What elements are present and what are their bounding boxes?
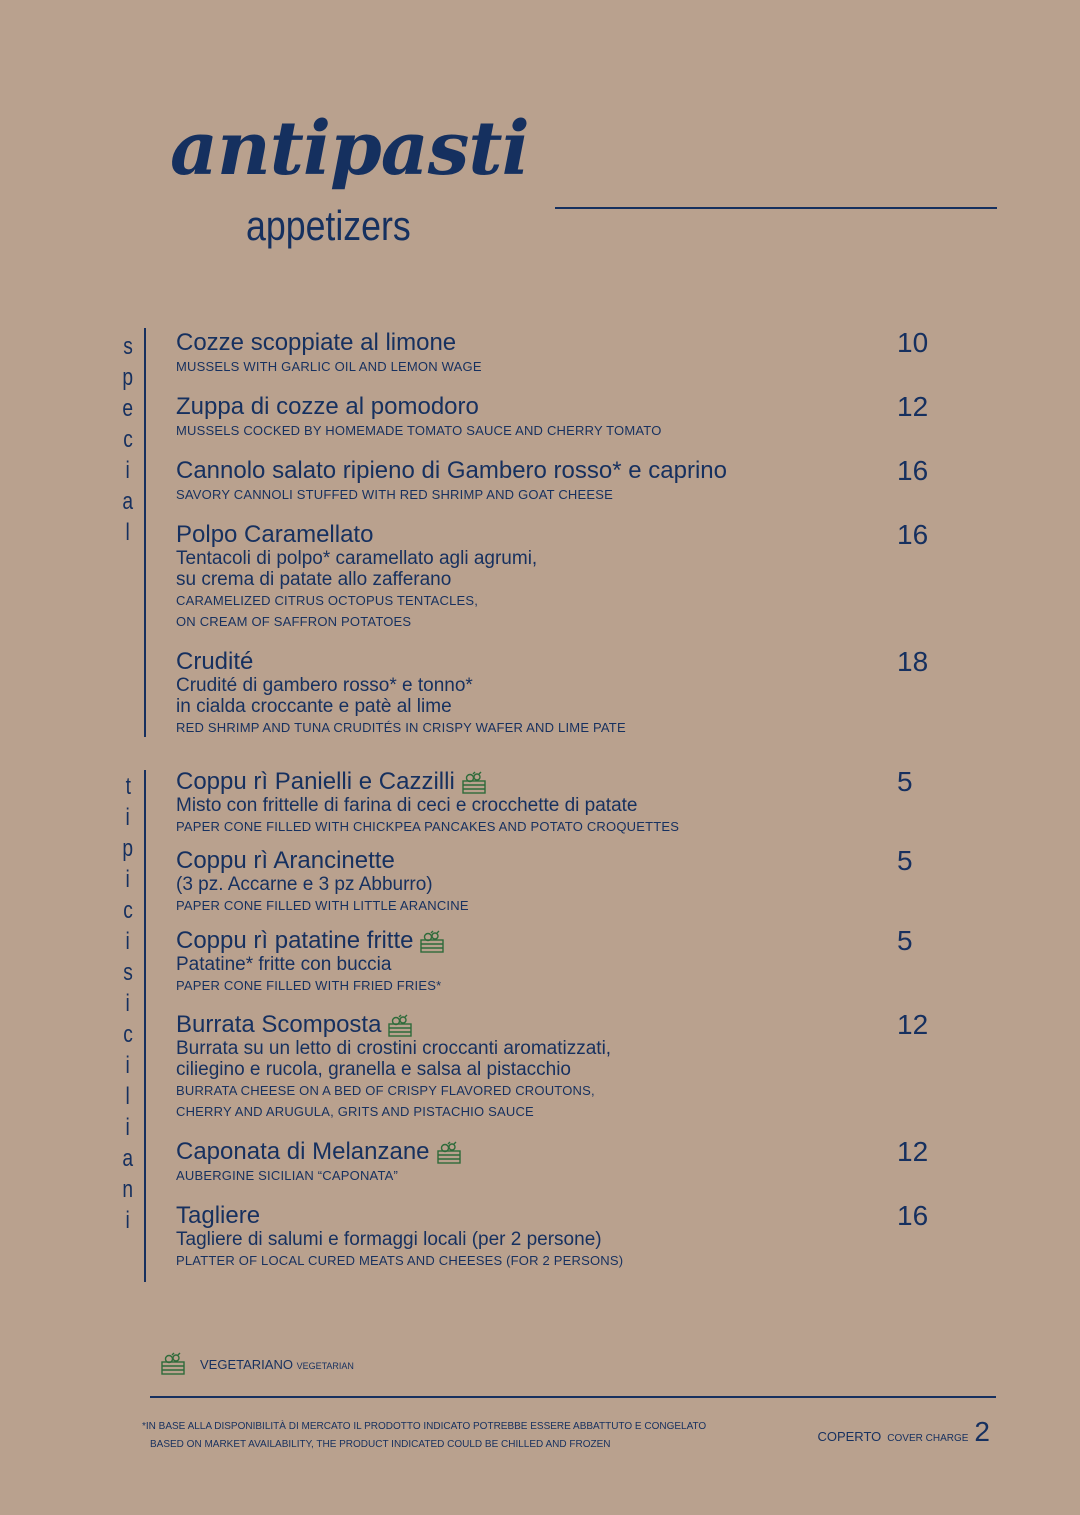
section-letter: i xyxy=(125,1052,131,1079)
section-divider-special xyxy=(144,328,146,737)
menu-item xyxy=(176,519,936,632)
vegetable-crate-icon xyxy=(387,1012,413,1038)
menu-item-name-text: Coppu rì patatine fritte xyxy=(176,927,414,954)
menu-item-description-italian: Burrata su un letto di crostini croccanti aromatizzati, xyxy=(176,1038,612,1059)
menu-item-name-text: Burrata Scomposta xyxy=(176,1011,382,1038)
title-divider xyxy=(555,207,997,209)
legend-label: VEGETARIANO VEGETARIAN xyxy=(200,1356,354,1372)
menu-item-price: 5 xyxy=(897,766,913,797)
menu-item-description-italian: in cialda croccante e patè al lime xyxy=(176,696,452,717)
menu-item xyxy=(176,455,936,505)
cover-charge xyxy=(817,1416,990,1448)
menu-item xyxy=(176,1200,936,1271)
legend xyxy=(160,1352,354,1376)
menu-item-name-text: Tagliere xyxy=(176,1202,261,1229)
menu-item-price: 16 xyxy=(897,1200,929,1231)
menu-item-name-text: Coppu rì Panielli e Cazzilli xyxy=(176,768,455,795)
subtitle-appetizers: appetizers xyxy=(246,202,411,249)
menu-item-price: 12 xyxy=(897,1136,929,1167)
menu-item-name xyxy=(176,1136,936,1167)
section-letter: l xyxy=(125,1083,131,1110)
menu-item-price: 16 xyxy=(897,455,929,486)
vegetable-crate-icon xyxy=(436,1139,462,1165)
section-letter: i xyxy=(125,928,131,955)
section-letter: c xyxy=(123,897,133,924)
menu-item-description-english: PAPER CONE FILLED WITH LITTLE ARANCINE xyxy=(176,898,469,913)
menu-item-price: 12 xyxy=(897,1009,929,1040)
menu-item xyxy=(176,327,936,377)
menu-item-name xyxy=(176,925,936,956)
section-letter: s xyxy=(123,333,133,360)
menu-item xyxy=(176,1136,936,1186)
menu-item-price: 18 xyxy=(897,646,929,677)
menu-item-name-text: Crudité xyxy=(176,648,254,675)
footer-note-english: BASED ON MARKET AVAILABILITY, THE PRODUCT INDICATED COULD BE CHILLED AND FROZEN xyxy=(150,1439,611,1450)
section-divider-tipici xyxy=(144,770,146,1282)
menu-item-name xyxy=(176,391,936,422)
menu-item-description-english: SAVORY CANNOLI STUFFED WITH RED SHRIMP AND GOAT CHEESE xyxy=(176,487,613,502)
cover-charge-label: COPERTO xyxy=(817,1429,882,1444)
vegetable-crate-icon xyxy=(419,928,445,954)
menu-item-name-text: Cozze scoppiate al limone xyxy=(176,329,457,356)
cover-charge-label-en: COVER CHARGE xyxy=(887,1433,969,1444)
section-letter: c xyxy=(123,426,133,453)
menu-item-name xyxy=(176,327,936,358)
menu-item-name xyxy=(176,1200,936,1231)
menu-item-description-english: BURRATA CHEESE ON A BED OF CRISPY FLAVORED CROUTONS, xyxy=(176,1083,595,1098)
menu-item-description-italian: Tentacoli di polpo* caramellato agli agrumi, xyxy=(176,548,538,569)
menu-item-description-english: MUSSELS WITH GARLIC OIL AND LEMON WAGE xyxy=(176,359,482,374)
vegetable-crate-icon xyxy=(160,1352,186,1376)
section-label-special xyxy=(116,333,140,550)
section-letter: l xyxy=(125,519,131,546)
menu-item-price: 5 xyxy=(897,925,913,956)
menu-item-name-text: Polpo Caramellato xyxy=(176,521,374,548)
menu-item-price: 5 xyxy=(897,845,913,876)
menu-item-name xyxy=(176,766,936,797)
menu-item-name-text: Zuppa di cozze al pomodoro xyxy=(176,393,479,420)
menu-item-description-english: PAPER CONE FILLED WITH FRIED FRIES* xyxy=(176,978,442,993)
menu-item-name xyxy=(176,646,936,677)
menu-item-description-english: MUSSELS COCKED BY HOMEMADE TOMATO SAUCE AND CHERRY TOMATO xyxy=(176,423,662,438)
footer-note-italian: *IN BASE ALLA DISPONIBILITÀ DI MERCATO IL PRODOTTO INDICATO POTREBBE ESSERE ABBATTUTO E CONGELATO xyxy=(142,1421,707,1432)
menu-item xyxy=(176,845,936,916)
vegetable-crate-icon xyxy=(461,769,487,795)
section-letter: n xyxy=(122,1176,134,1203)
menu-item xyxy=(176,925,936,996)
section-letter: s xyxy=(123,959,133,986)
menu-item-name-text: Caponata di Melanzane xyxy=(176,1138,430,1165)
menu-item-name xyxy=(176,455,936,486)
menu-item-name xyxy=(176,1009,936,1040)
menu-item-description-english: CARAMELIZED CITRUS OCTOPUS TENTACLES, xyxy=(176,593,479,608)
menu-item xyxy=(176,766,936,837)
menu-item xyxy=(176,1009,936,1122)
menu-item-description-english: PLATTER OF LOCAL CURED MEATS AND CHEESES (FOR 2 PERSONS) xyxy=(176,1253,624,1268)
section-letter: a xyxy=(122,1145,134,1172)
menu-item-name xyxy=(176,519,936,550)
section-letter: p xyxy=(122,364,134,391)
menu-item-description-italian: (3 pz. Accarne e 3 pz Abburro) xyxy=(176,874,433,895)
cover-charge-price: 2 xyxy=(974,1416,990,1447)
section-letter: i xyxy=(125,990,131,1017)
title-antipasti: antipasti xyxy=(170,106,529,192)
menu-item-description-italian: Tagliere di salumi e formaggi locali (per 2 persone) xyxy=(176,1229,602,1250)
menu-item-price: 16 xyxy=(897,519,929,550)
section-letter: e xyxy=(122,395,134,422)
menu-item-name-text: Coppu rì Arancinette xyxy=(176,847,395,874)
menu-item-price: 10 xyxy=(897,327,929,358)
menu-item-description-english: CHERRY AND ARUGULA, GRITS AND PISTACHIO SAUCE xyxy=(176,1104,534,1119)
section-letter: i xyxy=(125,866,131,893)
menu-item-description-italian: ciliegino e rucola, granella e salsa al pistacchio xyxy=(176,1059,572,1080)
menu-item-description-english: ON CREAM OF SAFFRON POTATOES xyxy=(176,614,412,629)
section-letter: i xyxy=(125,457,131,484)
footer-note xyxy=(142,1418,706,1454)
menu-item-name xyxy=(176,845,936,876)
menu-item xyxy=(176,391,936,441)
section-letter: i xyxy=(125,1207,131,1234)
menu-item-price: 12 xyxy=(897,391,929,422)
menu-item xyxy=(176,646,936,738)
section-letter: c xyxy=(123,1021,133,1048)
section-letter: p xyxy=(122,835,134,862)
menu-item-description-italian: Patatine* fritte con buccia xyxy=(176,954,392,975)
menu-item-description-english: PAPER CONE FILLED WITH CHICKPEA PANCAKES AND POTATO CROQUETTES xyxy=(176,819,680,834)
menu-item-description-italian: Misto con frittelle di farina di ceci e crocchette di patate xyxy=(176,795,638,816)
section-letter: i xyxy=(125,804,131,831)
menu-item-description-english: RED SHRIMP AND TUNA CRUDITÉS IN CRISPY WAFER AND LIME PATE xyxy=(176,720,626,735)
menu-item-description-italian: Crudité di gambero rosso* e tonno* xyxy=(176,675,473,696)
menu-item-description-italian: su crema di patate allo zafferano xyxy=(176,569,452,590)
menu-item-description-english: AUBERGINE SICILIAN “CAPONATA” xyxy=(176,1168,399,1183)
section-letter: a xyxy=(122,488,134,515)
menu-item-name-text: Cannolo salato ripieno di Gambero rosso* e caprino xyxy=(176,457,727,484)
section-letter: i xyxy=(125,1114,131,1141)
section-label-tipici-siciliani xyxy=(116,773,140,1238)
footer-divider xyxy=(150,1396,996,1398)
section-letter: t xyxy=(125,773,131,800)
